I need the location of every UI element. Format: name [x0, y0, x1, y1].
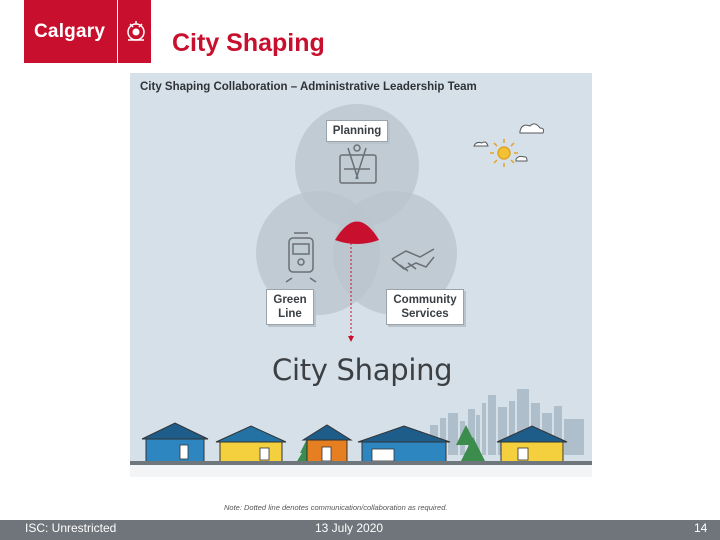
community-services-label-line2: Services — [401, 308, 449, 320]
house-blue-1 — [142, 423, 208, 463]
logo-text: Calgary — [34, 20, 106, 42]
logo-divider — [117, 0, 118, 63]
footnote: Note: Dotted line denotes communication/collaboration as required. — [224, 503, 448, 512]
page-number: 14 — [694, 521, 708, 535]
community-services-label — [386, 289, 464, 325]
planning-label — [326, 120, 388, 142]
center-label: City Shaping — [272, 353, 453, 387]
diagram-title: City Shaping Collaboration – Administrative Leadership Team — [140, 81, 477, 93]
house-orange — [303, 425, 351, 463]
house-yellow-1 — [216, 426, 286, 463]
page-title: City Shaping — [172, 29, 325, 57]
green-line-label-line2: Line — [278, 308, 302, 320]
community-services-label-line1: Community — [393, 294, 457, 306]
calgary-logo — [24, 0, 151, 63]
sun-icon — [490, 139, 518, 167]
green-line-label-line1: Green — [273, 294, 307, 306]
ground-strip — [130, 461, 592, 465]
green-line-label — [266, 289, 314, 325]
arrow-head — [348, 336, 354, 342]
collaboration-diagram — [130, 73, 592, 477]
classification-label: ISC: Unrestricted — [25, 521, 117, 535]
date-label: 13 July 2020 — [315, 521, 384, 535]
city-crest-icon — [124, 20, 148, 44]
ground-base — [130, 465, 592, 477]
planning-label-text: Planning — [332, 125, 382, 137]
